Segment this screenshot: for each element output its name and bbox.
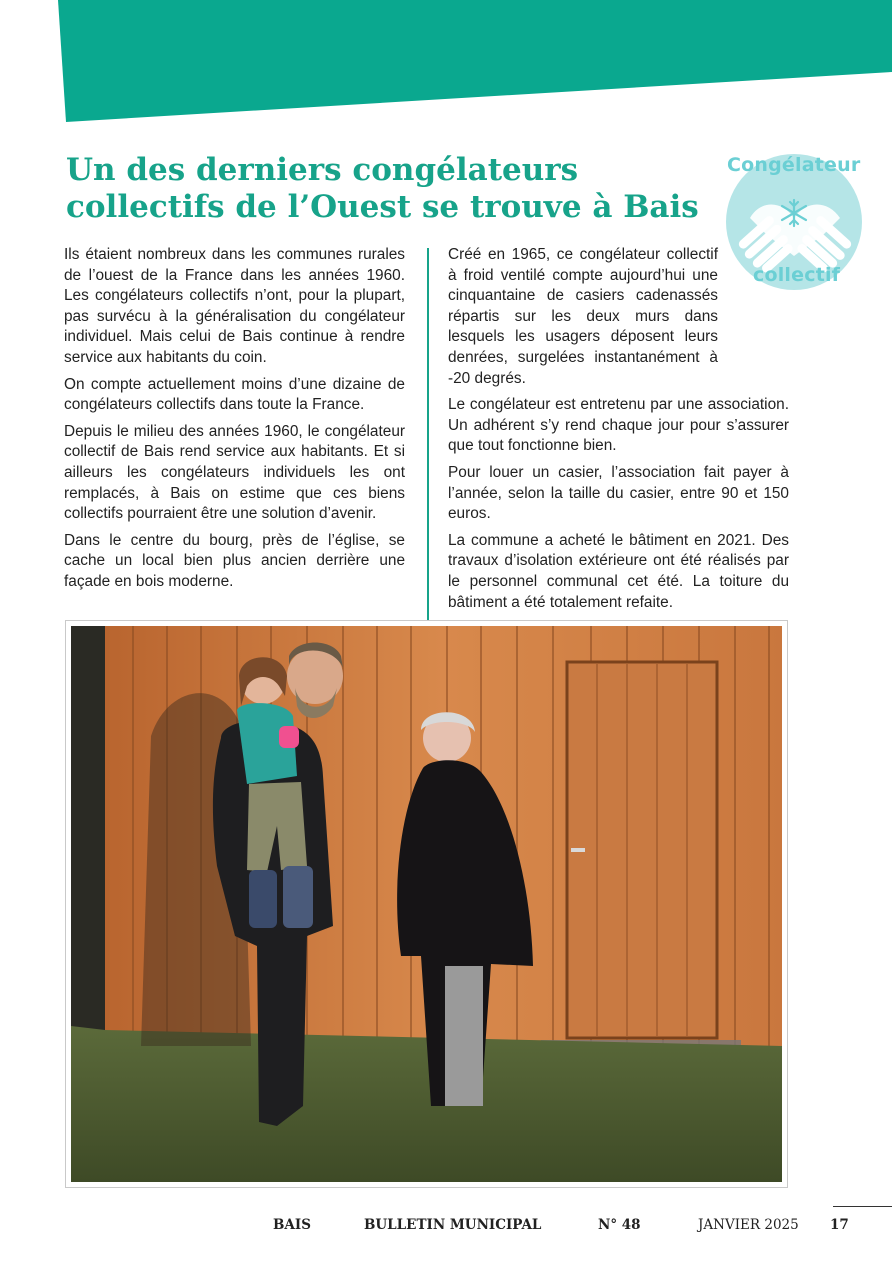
paragraph: Ils étaient nombreux dans les communes rurales de l’ouest de la France dans les années 1960. Les congélateurs collectifs n’ont, pour la plupart, pas survécu à la généralisation du congélateur individuel. Mais celui de Bais continue à rendre service aux habitants du coin. [64,246,405,366]
paragraph: Depuis le milieu des années 1960, le congélateur collectif de Bais rend service aux habitants. Et si ailleurs les congélateurs individuels les ont remplacés, à Bais on estime que ces biens collectifs pourraient être une solution d’avenir. [64,422,405,523]
footer-issue: N° 48 [598,1217,641,1233]
photo-frame [65,620,788,1188]
footer-date: JANVIER 2025 [698,1217,799,1233]
footer-town: BAIS [273,1217,311,1233]
article-title [66,152,726,226]
article-right-column [448,245,789,619]
logo-text-bottom: collectif [753,264,841,286]
footer-publication: BULLETIN MUNICIPAL [364,1217,542,1233]
paragraph: Créé en 1965, ce congélateur collectif à froid ventilé compte aujourd’hui une cinquantaine de casiers cadenassés répartis sur les deux murs dans lesquels les usagers déposent leurs denrées, surgelées instantanément à -20 degrés. [448,246,718,387]
paragraph: Le congélateur est entretenu par une association. Un adhérent s’y rend chaque jour pour s’assurer que tout fonctionne bien. [448,396,789,455]
article-left-column [64,245,405,599]
paragraph: Pour louer un casier, l’association fait payer à l’année, selon la taille du casier, entre 90 et 150 euros. [448,463,789,523]
paragraph: La commune a acheté le bâtiment en 2021. Des travaux d’isolation extérieure ont été réalisés par le personnel communal cet été. La toiture du bâtiment a été totalement refaite. [448,531,789,611]
footer-rule [833,1206,892,1207]
page-number: 17 [830,1217,849,1233]
header-banner [0,0,892,130]
logo-text-top: Congélateur [727,154,861,176]
paragraph: On compte actuellement moins d’une dizaine de congélateurs collectifs dans toute la France. [64,375,405,414]
paragraph: Dans le centre du bourg, près de l’église, se cache un local bien plus ancien derrière une façade en bois moderne. [64,531,405,590]
title-line-1: Un des derniers congélateurs [66,152,579,188]
column-divider [427,248,429,620]
article-photo [71,626,782,1182]
title-line-2: collectifs de l’Ouest se trouve à Bais [66,189,699,225]
